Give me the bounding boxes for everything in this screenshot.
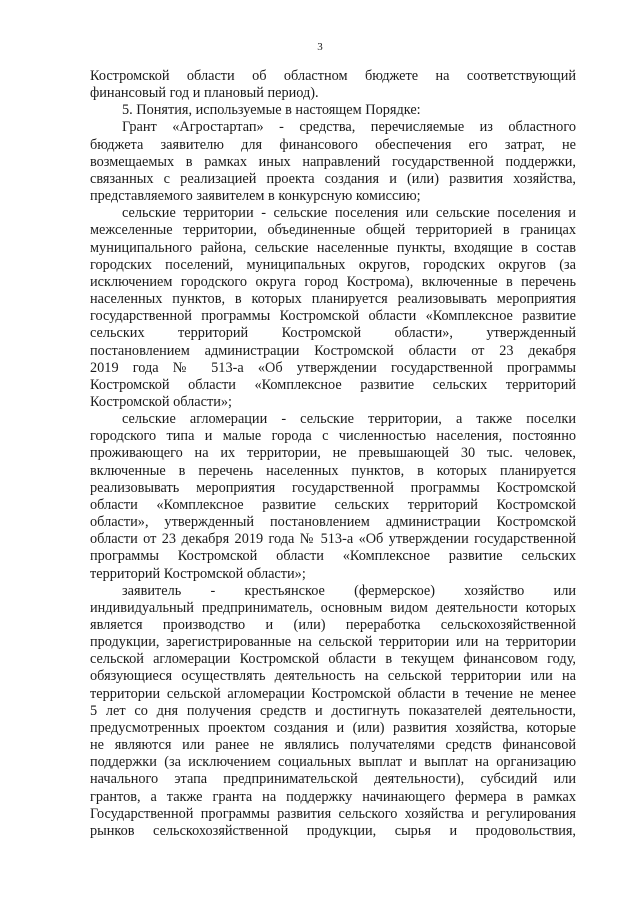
text-line: области от 23 декабря 2019 года № 513-а «Об утверждении государственной xyxy=(90,531,576,548)
text-line: сельской агломерации Костромской области в текущем финансовом году, xyxy=(90,651,576,668)
text-line: Государственной программы развития сельского хозяйства и регулирования xyxy=(90,805,576,822)
text-line: представляемого заявителем в конкурсную комиссию; xyxy=(90,188,421,205)
text-line: не являются или ранее не являлись получателями средств финансовой xyxy=(90,737,576,754)
text-line: обязующиеся осуществлять деятельность на сельской территории или на xyxy=(90,668,576,685)
text-line: рынков сельскохозяйственной продукции, сырья и продовольствия, xyxy=(90,822,576,839)
text-line: государственной программы Костромской области «Комплексное развитие xyxy=(90,308,576,325)
text-line: Грант «Агростартап» - средства, перечисляемые из областного xyxy=(122,119,576,136)
text-line: 2019 года № 513-а «Об утверждении государственной программы xyxy=(90,359,576,376)
text-line: 5. Понятия, используемые в настоящем Порядке: xyxy=(122,102,421,119)
text-line: грантов, а также гранта на поддержку начинающего фермера в рамках xyxy=(90,788,576,805)
text-line: городского типа и малые города с численностью населения, постоянно xyxy=(90,428,576,445)
text-line: Костромской области»; xyxy=(90,393,233,410)
text-line: возмещаемых в рамках иных направлений государственной поддержки, xyxy=(90,153,576,170)
text-line: территории сельской агломерации Костромской области в течение не менее xyxy=(90,685,576,702)
text-line: сельских территорий Костромской области», утвержденный xyxy=(90,325,576,342)
text-line: бюджета заявителю для финансового обеспечения его затрат, не xyxy=(90,136,576,153)
text-line: Костромской области об областном бюджете на соответствующий xyxy=(90,68,576,84)
text-line: территорий Костромской области»; xyxy=(90,565,306,582)
text-line: исключением городского округа город Кострома), включенные в перечень xyxy=(90,273,576,290)
text-line: заявитель - крестьянское (фермерское) хозяйство или xyxy=(122,582,576,599)
text-line: 5 лет со дня получения средств и достигнуть показателей деятельности, xyxy=(90,702,576,719)
text-line: области «Комплексное развитие сельских территорий Костромской xyxy=(90,496,576,513)
text-line: включенные в перечень населенных пунктов, в которых планируется xyxy=(90,462,576,479)
text-line: предусмотренных проектом создания и (или) развития хозяйства, которые xyxy=(90,719,576,736)
text-line: связанных с реализацией проекта создания и (или) развития хозяйства, xyxy=(90,170,576,187)
text-line: сельские территории - сельские поселения или сельские поселения и xyxy=(122,205,576,222)
text-line: населенных пунктов, в которых планируется реализовывать мероприятия xyxy=(90,291,576,308)
text-line: постановлением администрации Костромской области от 23 декабря xyxy=(90,342,576,359)
text-line: сельские агломерации - сельские территории, а также поселки xyxy=(122,411,576,428)
text-line: начального этапа предпринимательской деятельности), субсидий или xyxy=(90,771,576,788)
document-body xyxy=(90,68,576,840)
text-line: области», утвержденный постановлением администрации Костромской xyxy=(90,514,576,531)
text-line: индивидуальный предприниматель, основным видом деятельности которых xyxy=(90,599,576,616)
text-line: межселенные территории, объединенные общей территорией в границах xyxy=(90,222,576,239)
text-line: городских поселений, муниципальных округов, городских округов (за xyxy=(90,256,576,273)
text-line: программы Костромской области «Комплексное развитие сельских xyxy=(90,548,576,565)
text-line: муниципального района, сельские населенные пункты, входящие в состав xyxy=(90,239,576,256)
text-line: продукции, зарегистрированные на сельской территории или на территории xyxy=(90,634,576,651)
text-line: поддержки (за исключением социальных выплат и выплат на организацию xyxy=(90,754,576,771)
text-line: проживающего на их территории, не превышающей 30 тыс. человек, xyxy=(90,445,576,462)
text-line: Костромской области «Комплексное развитие сельских территорий xyxy=(90,376,576,393)
text-line: является производство и (или) переработка сельскохозяйственной xyxy=(90,617,576,633)
text-line: реализовывать мероприятия государственной программы Костромской xyxy=(90,479,576,496)
text-line: финансовый год и плановый период). xyxy=(90,85,319,102)
page-number: 3 xyxy=(317,41,323,53)
